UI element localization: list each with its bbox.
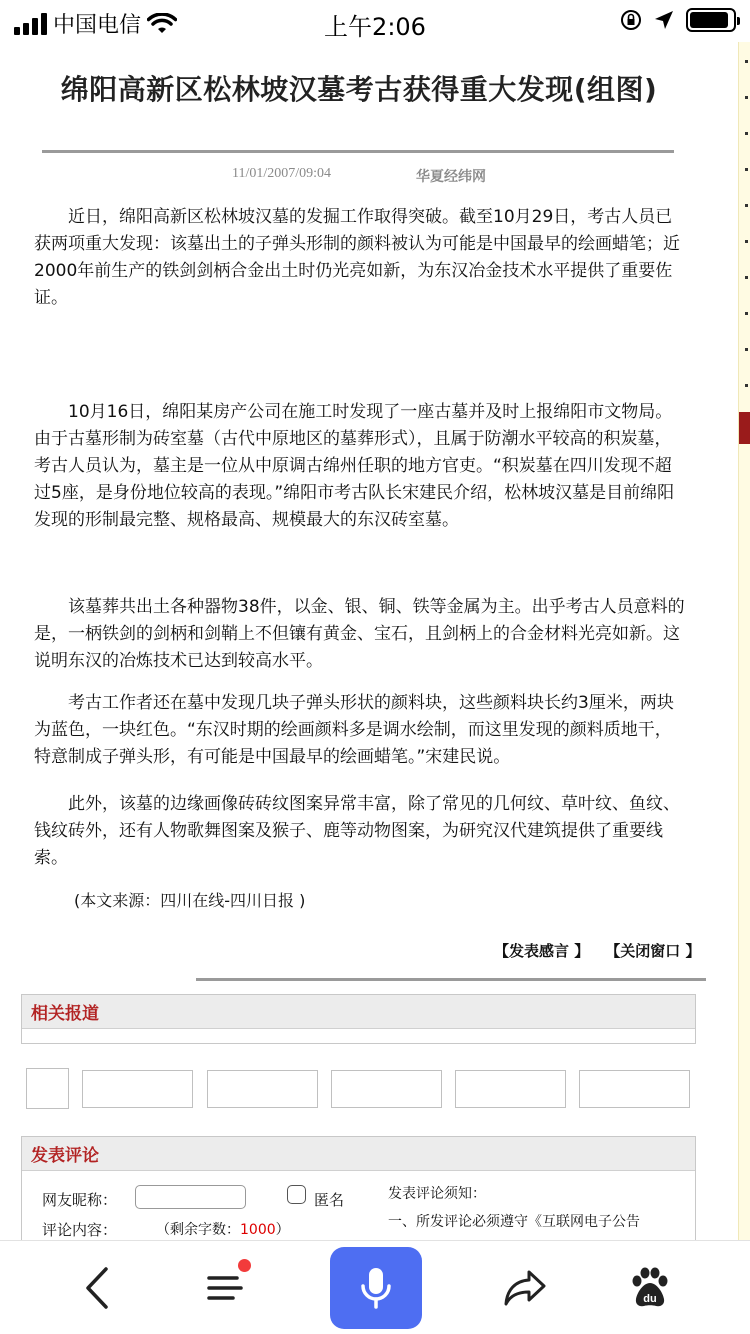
- anonymous-checkbox[interactable]: [287, 1185, 306, 1204]
- article-paragraph: 10月16日，绵阳某房产公司在施工时发现了一座古墓并及时上报绵阳市文物局。由于古墓形制为砖室墓（古代中原地区的墓葬形式），且属于防潮水平较高的积炭墓，考古人员认为，墓主是一位从中原调古绵州任职的地方官吏。“积炭墓在四川发现不超过5座，是身份地位较高的表现。”绵阳市考古队长宋建民介绍，松林坡汉墓是目前绵阳发现的形制最完整、规格最高、规模最大的东汉砖室墓。: [34, 402, 675, 530]
- strip-dot: [745, 276, 748, 279]
- empty-slot: [26, 1068, 69, 1109]
- strip-dot: [745, 168, 748, 171]
- baidu-paw-icon: [628, 1266, 672, 1310]
- remaining-chars: [156, 1219, 290, 1239]
- browser-toolbar: [0, 1240, 750, 1334]
- svg-text:du: du: [643, 1293, 657, 1305]
- publish-date: 11/01/2007/09:04: [232, 166, 332, 181]
- article-page: [0, 42, 738, 1240]
- strip-dot: [745, 132, 748, 135]
- article-paragraph: 考古工作者还在墓中发现几块子弹头形状的颜料块，这些颜料块长约3厘米，两块为蓝色，一块红色。“东汉时期的绘画颜料多是调水绘制，而这里发现的颜料质地干，特意制成子弹头形，有可能是中国最早的绘画蜡笔。”宋建民说。: [34, 693, 674, 767]
- comment-content-label: 评论内容：: [42, 1221, 118, 1239]
- related-reports-list: [22, 1029, 695, 1043]
- title-divider: [42, 150, 674, 153]
- side-strip: [738, 42, 750, 1240]
- empty-slot: [207, 1070, 318, 1108]
- nickname-input[interactable]: [135, 1185, 246, 1209]
- remaining-prefix: （剩余字数：: [156, 1222, 240, 1238]
- clock: 上午2:06: [324, 13, 426, 41]
- notification-dot: [238, 1259, 251, 1272]
- strip-dot: [745, 384, 748, 387]
- article-divider: [196, 978, 706, 981]
- strip-dot: [745, 60, 748, 63]
- article-paragraph: 该墓葬共出土各种器物38件，以金、银、铜、铁等金属为主。出乎考古人员意料的是，一柄铁剑的剑柄和剑鞘上不但镶有黄金、宝石，且剑柄上的合金材料光亮如新。这说明东汉的冶炼技术已达到较高水平。: [34, 597, 685, 671]
- status-right: [620, 8, 736, 32]
- strip-dot: [745, 312, 748, 315]
- status-bar: [0, 0, 750, 42]
- article-paragraph: 此外，该墓的边缘画像砖砖纹图案异常丰富，除了常见的几何纹、草叶纹、鱼纹、钱纹砖外，还有人物歌舞图案及猴子、鹿等动物图案，为研究汉代建筑提供了重要线索。: [34, 794, 680, 868]
- comment-form: [22, 1171, 695, 1240]
- close-window-link[interactable]: 【关闭窗口 】: [605, 942, 701, 960]
- empty-slot: [82, 1070, 193, 1108]
- notice-line: 一、所发评论必须遵守《互联网电子公告: [388, 1214, 640, 1230]
- strip-dot: [745, 204, 748, 207]
- orientation-lock-icon: [620, 9, 642, 31]
- empty-slot: [331, 1070, 442, 1108]
- menu-icon: [205, 1270, 245, 1306]
- remaining-count: 1000: [240, 1222, 276, 1238]
- back-button[interactable]: [62, 1253, 132, 1323]
- strip-dot: [745, 240, 748, 243]
- related-reports-title: 相关报道: [22, 995, 695, 1029]
- location-icon: [654, 10, 674, 30]
- anonymous-label: 匿名: [314, 1191, 345, 1209]
- post-comment-link[interactable]: 【发表感言 】: [494, 942, 590, 960]
- source-note: (本文来源：四川在线-四川日报 ): [74, 891, 306, 910]
- battery-icon: [686, 8, 736, 32]
- share-icon: [503, 1268, 547, 1308]
- back-icon: [82, 1266, 112, 1310]
- comment-box-title: 发表评论: [22, 1137, 695, 1171]
- strip-dot: [745, 96, 748, 99]
- strip-marker: [739, 412, 750, 444]
- article-paragraph: 近日，绵阳高新区松林坡汉墓的发掘工作取得突破。截至10月29日，考古人员已获两项重大发现：该墓出土的子弹头形制的颜料被认为可能是中国最早的绘画蜡笔；近2000年前生产的铁剑剑柄合金出土时仍光亮如新，为东汉冶金技术水平提供了重要佐证。: [34, 207, 680, 308]
- share-button[interactable]: [490, 1253, 560, 1323]
- nickname-label: 网友昵称：: [42, 1191, 118, 1209]
- remaining-suffix: ）: [275, 1222, 290, 1238]
- voice-search-button[interactable]: [330, 1247, 422, 1329]
- article-actions: [494, 940, 700, 961]
- strip-dot: [745, 348, 748, 351]
- carrier-label: 中国电信: [53, 13, 142, 38]
- page-title: 绵阳高新区松林坡汉墓考古获得重大发现(组图): [60, 73, 658, 106]
- notice-title: 发表评论须知：: [388, 1186, 486, 1202]
- source-site: 华夏经纬网: [416, 170, 486, 185]
- empty-slot: [579, 1070, 690, 1108]
- comment-box: [21, 1136, 696, 1240]
- baidu-button[interactable]: [615, 1253, 685, 1323]
- empty-slot: [455, 1070, 566, 1108]
- related-reports-box: [21, 994, 696, 1044]
- battery-level: [690, 12, 728, 28]
- mic-icon: [358, 1266, 394, 1310]
